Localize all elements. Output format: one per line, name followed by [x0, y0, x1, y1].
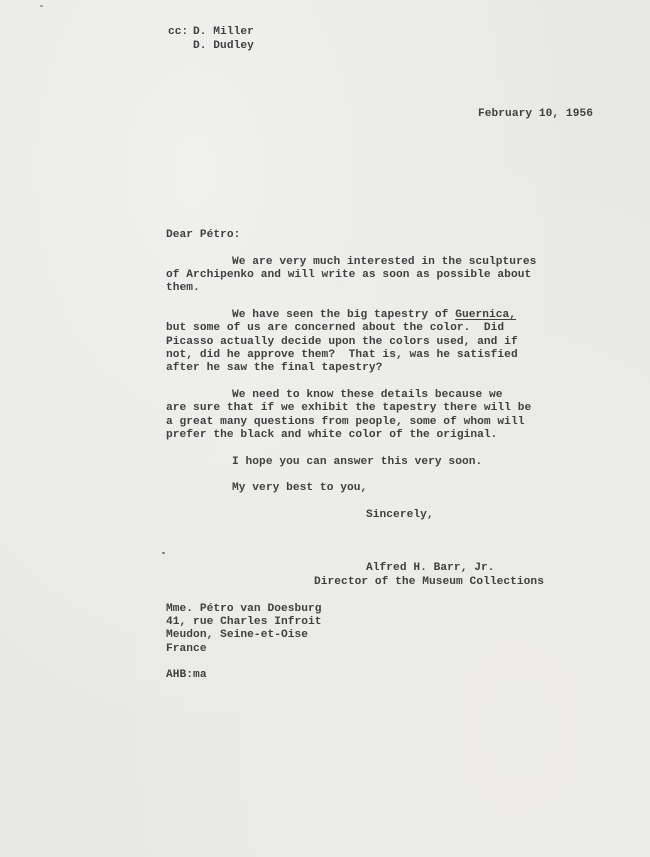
letter-date: February 10, 1956 [478, 108, 593, 120]
paragraph-line: after he saw the final tapestry? [166, 362, 383, 374]
paragraph-line [232, 309, 516, 323]
cc-label: cc: [168, 26, 189, 38]
paper-speck [40, 5, 43, 7]
paragraph-line: them. [166, 282, 200, 294]
paragraph-line: prefer the black and white color of the original. [166, 429, 498, 441]
paragraph-line: but some of us are concerned about the color. Did [166, 322, 505, 334]
address-line: France [166, 643, 207, 655]
paragraph-line: I hope you can answer this very soon. [232, 456, 483, 468]
signature-name: Alfred H. Barr, Jr. [366, 562, 495, 574]
cc-recipient: D. Dudley [193, 40, 254, 52]
paragraph-line: Picasso actually decide upon the colors used, and if [166, 336, 518, 348]
address-line: Mme. Pétro van Doesburg [166, 603, 322, 615]
paragraph-line: of Archipenko and will write as soon as possible about [166, 269, 532, 281]
paragraph-line: My very best to you, [232, 482, 368, 494]
salutation: Dear Pétro: [166, 229, 241, 241]
paragraph-line: We are very much interested in the sculptures [232, 256, 537, 268]
paper-speck [162, 552, 165, 554]
address-line: 41, rue Charles Infroit [166, 616, 322, 628]
paragraph-text: We have seen the big tapestry of [232, 309, 456, 321]
paragraph-line: a great many questions from people, some of whom will [166, 416, 525, 428]
paragraph-line: not, did he approve them? That is, was he satisfied [166, 349, 518, 361]
paragraph-line: are sure that if we exhibit the tapestry there will be [166, 402, 532, 414]
reference-initials: AHB:ma [166, 669, 207, 681]
address-line: Meudon, Seine-et-Oise [166, 629, 309, 641]
paragraph-line: We need to know these details because we [232, 389, 503, 401]
cc-recipient: D. Miller [193, 26, 254, 38]
signature-title: Director of the Museum Collections [314, 576, 544, 588]
closing: Sincerely, [366, 509, 434, 521]
artwork-title-guernica: Guernica, [455, 309, 517, 321]
